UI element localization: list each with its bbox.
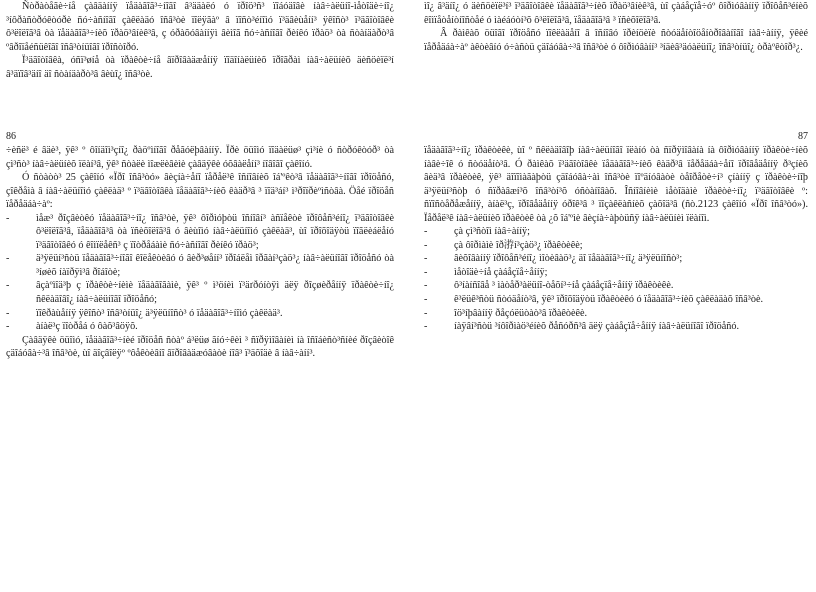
list-item <box>6 320 394 334</box>
list-item-text: çà çì³ñòîì íàâ÷àííÿ; <box>454 226 530 238</box>
list-item <box>6 212 394 253</box>
left-page-top-section <box>6 0 394 130</box>
list-dash: - <box>424 294 428 306</box>
list-item-text: çà ôîðìàìè îð㳺í³çàö³¿ ïðàêòèêè; <box>454 239 583 251</box>
list-item-text: îö³íþâàííÿ ðåçóëüòàò³â ïðàêòèêè. <box>454 307 588 319</box>
list-item <box>424 266 808 280</box>
left-page-number: 86 <box>6 131 16 142</box>
list-dash: - <box>6 253 10 265</box>
list-item-text: ä³ÿëüí³ñòü ïåäàãîã³÷íîãî êîëåêòèâó ó âèð³øåíí³ ïðîáëåì îðãàí³çàö³¿ íàâ÷àëüíîãî ïðîöåñó òà ³íøèõ íàïðÿì³â ðîáîòè; <box>36 253 394 278</box>
list-item <box>424 293 808 307</box>
right-page-paragraph: Â ðàìêàõ öüîãî ïðîöåñó ïîêëàäåíî â îñíîâó ïðèíöèïè ñòóäåíòîöåíòðîâàíîãî íàâ÷àííÿ, ÿêèé ïåðåäáà÷àº àêòèâíó ó÷àñòü çäîáóâà÷³â îñâ³òè ó ôîðìóâàíí³ ³íäèâ³äóàëüíî¿ îñâ³òíüî¿ òðàºêòîð³¿. <box>424 28 808 53</box>
list-item <box>424 307 808 321</box>
list-item-text: ìåæ³ ðîçâèòêó ïåäàãîã³÷íî¿ îñâ³òè, ÿê³ ôîðìóþòü îñíîâí³ àñïåêòè ïðîôåñ³éíî¿ ï³äãîòîâêè ô³ëîëîã³â, ïåäàãîã³â òà ïñèõîëîã³â ó âèùîìó íàâ÷àëüíîìó çàêëàä³, ùî ïðîõîäÿòü ïîãëèáëåíó ï³äãîòîâêó ó êîìïëåêñ³ ç ïîòðåáàìè ñó÷àñíîãî ðèíêó ïðàö³; <box>36 212 394 251</box>
left-page-paragraph: Ï³äãîòîâêà, óñï³øíå òà ïðàêòè÷íå âïðîâàäæåííÿ ïîäîíàëüíèõ ïðîãðàì íàâ÷àëüíèõ äèñöèïë³í â³äïîâ³äíî äî ñòàíäàðò³â âèùî¿ îñâ³òè. <box>6 55 394 80</box>
list-item <box>6 252 394 279</box>
right-page-bottom-section <box>424 144 808 334</box>
list-item-text: âçàºìîä³þ ç ïðàêòè÷íèìè ïåäàãîãàìè, ÿê³ º ì³öíèì ï³äґðóíòÿì äëÿ ðîçøèðåííÿ ïðàêòè÷íî¿ ñêëàäîâî¿ íàâ÷àëüíîãî ïðîöåñó; <box>36 280 394 306</box>
left-page-paragraph: ÷èñë³ é âäè³, ÿê³ º ôîíäîì³çíî¿ ðàöºìíîãî ðåãóëþâàííÿ. Ïðè öüîìó ïîäàëüø³ çì³íè ó ñòðóêòóð³ òà çì³ñò³ íàâ÷àëüíèõ ïëàí³â, ÿê³ ñòàëè ìîæëèâèìè çàâäÿêè óõâàëåíí³ íîâîãî çàêîíó. <box>6 145 394 170</box>
list-item-text: ìåòîäè÷íå çàáåçïå÷åííÿ; <box>454 266 548 278</box>
list-item <box>6 279 394 306</box>
left-page-paragraph: Ñòðàòåãè÷íå çàâäàííÿ ïåäàãîã³÷íîãî â³ääàëó ó ïðîö³ñ³ ïîáóäîâè íàâ÷àëüíî-ìåòîäè÷íî¿ ³íôðàñòðóêòóðè ñó÷àñíîãî çàêëàäó îñâ³òè ïîëÿãàº â ïîñò³éíîìó ï³äâèùåíí³ ÿêîñò³ ï³äãîòîâêè ô³ëîëîã³â òà ïåäàãîã³÷íèõ ïðàö³âíèê³â, ç óðàõóâàííÿì âèìîã ñó÷àñíîãî ðèíêó ïðàö³ òà ñòàíäàðò³â ºâðîïåéñüêîãî îñâ³òíüîãî ïðîñòîðó. <box>6 1 394 53</box>
right-page-top-section <box>424 0 808 130</box>
list-item <box>424 252 808 266</box>
list-item <box>6 307 394 321</box>
list-dash: - <box>424 239 428 251</box>
right-page-number: 87 <box>798 131 808 142</box>
list-item-text: ô³íàíñîâå ³ ìàòåð³àëüíî-òåõí³÷íå çàáåçïå÷åííÿ ïðàêòèêè. <box>454 280 674 292</box>
list-item-text: âèõîâàííÿ ïðîôåñ³éíî¿ ìîòèâàö³¿ äî ïåäàãîã³÷íî¿ ä³ÿëüíîñò³; <box>454 253 683 265</box>
list-dash: - <box>6 321 10 333</box>
list-dash: - <box>424 321 428 333</box>
list-dash: - <box>6 212 10 224</box>
list-item-text: íàÿâí³ñòü ³íôîðìàö³éíèõ ðåñóðñ³â äëÿ çàáåçïå÷åííÿ íàâ÷àëüíîãî ïðîöåñó. <box>454 321 740 333</box>
list-dash: - <box>6 280 10 292</box>
left-page-paragraph: Ó ñòàòò³ 25 çàêîíó «Ïðî îñâ³òó» âèçíà÷åíî ïåðåë³ê îñíîâíèõ îá'ºêò³â ïåäàãîã³÷íîãî ïðîöåñó, çîêðåìà â íàâ÷àëüíîìó çàêëàä³ º ï³äãîòîâêà ïåäàãîã³÷íèõ êàäð³â ³ ïîä³áí³ ì³ðîïðèºìñòâà. Öåé ïðîöåñ ïåðåäáà÷àº: <box>6 172 394 211</box>
list-item <box>424 225 808 239</box>
right-page-paragraph: ìî¿ â³äíî¿ ó äèñöèïë³í³ ï³äãîòîâêè ïåäàãîã³÷íèõ ïðàö³âíèê³â, ùî çàáåçïå÷óº ôîðìóâàííÿ ïðîôåñ³éíèõ êîìïåòåíòíîñòåé ó ìàéáóòí³õ ô³ëîëîã³â, ïåäàãîã³â ³ ïñèõîëîã³â. <box>424 1 808 26</box>
right-page-paragraph: ïåäàãîã³÷íî¿ ïðàêòèêè, ùî º ñêëàäîâîþ íàâ÷àëüíîãî ïëàíó òà ñïðÿìîâàíà íà ôîðìóâàííÿ ïðàêòè÷íèõ íàâè÷îê ó ñòóäåíò³â. Ó ðàìêàõ ï³äãîòîâêè ïåäàãîã³÷íèõ êàäð³â ïåðåäáà÷åíî ïðîâåäåííÿ ð³çíèõ âèä³â ïðàêòèê, ÿê³ äîïîìàãàþòü çäîáóâà÷àì îñâ³òè ïîºäíóâàòè òåîðåòè÷í³ çíàííÿ ç ïðàêòè÷íîþ ä³ÿëüí³ñòþ ó ñïðàâæí³õ îñâ³òí³õ óñòàíîâàõ. Îñíîâíèìè ìåòîäàìè ïðàêòè÷íî¿ ï³äãîòîâêè º: ñïîñòåðåæåííÿ, àíàë³ç, ïðîâåäåííÿ óðîê³â ³ ïîçàêëàñíèõ çàõîä³â (ñò.2123 çàêîíó «Ïðî îñâ³òó»). Ïåðåë³ê íàâ÷àëüíèõ ïðàêòèê òà ¿õ îá'ºìè âèçíà÷àþòüñÿ íàâ÷àëüíèì ïëàíîì. <box>424 145 808 224</box>
list-item-text: ïîêðàùåííÿ ÿêîñò³ îñâ³òíüî¿ ä³ÿëüíîñò³ ó ïåäàãîã³÷íîìó çàêëàä³. <box>36 307 283 319</box>
list-dash: - <box>6 307 10 319</box>
right-page <box>408 0 816 592</box>
list-dash: - <box>424 307 428 319</box>
list-dash: - <box>424 280 428 292</box>
list-dash: - <box>424 226 428 238</box>
left-page-paragraph: Çàâäÿêè öüîìó, ïåäàãîã³÷íèé ïðîöåñ ñòàº á³ëüø ãíó÷êèì ³ ñïðÿìîâàíèì íà îñîáèñò³ñíèé ðîçâèòîê çäîáóâà÷³â îñâ³òè, ùî äîçâîëÿº ºôåêòèâíî âïðîâàäæóâàòè íîâ³ ï³äõîäè â íàâ÷àíí³. <box>6 334 394 360</box>
left-page-bottom-section <box>6 144 394 361</box>
list-dash: - <box>424 253 428 265</box>
list-item <box>424 239 808 253</box>
list-item-text: ê³ëüê³ñòü ñòóäåíò³â, ÿê³ ïðîõîäÿòü ïðàêòèêó ó ïåäàãîã³÷íèõ çàêëàäàõ îñâ³òè. <box>454 294 764 306</box>
list-dash: - <box>424 266 428 278</box>
list-item <box>424 279 808 293</box>
list-item-text: àíàë³ç ïîòðåá ó ôàõ³âöÿõ. <box>36 321 138 333</box>
list-item <box>424 320 808 334</box>
